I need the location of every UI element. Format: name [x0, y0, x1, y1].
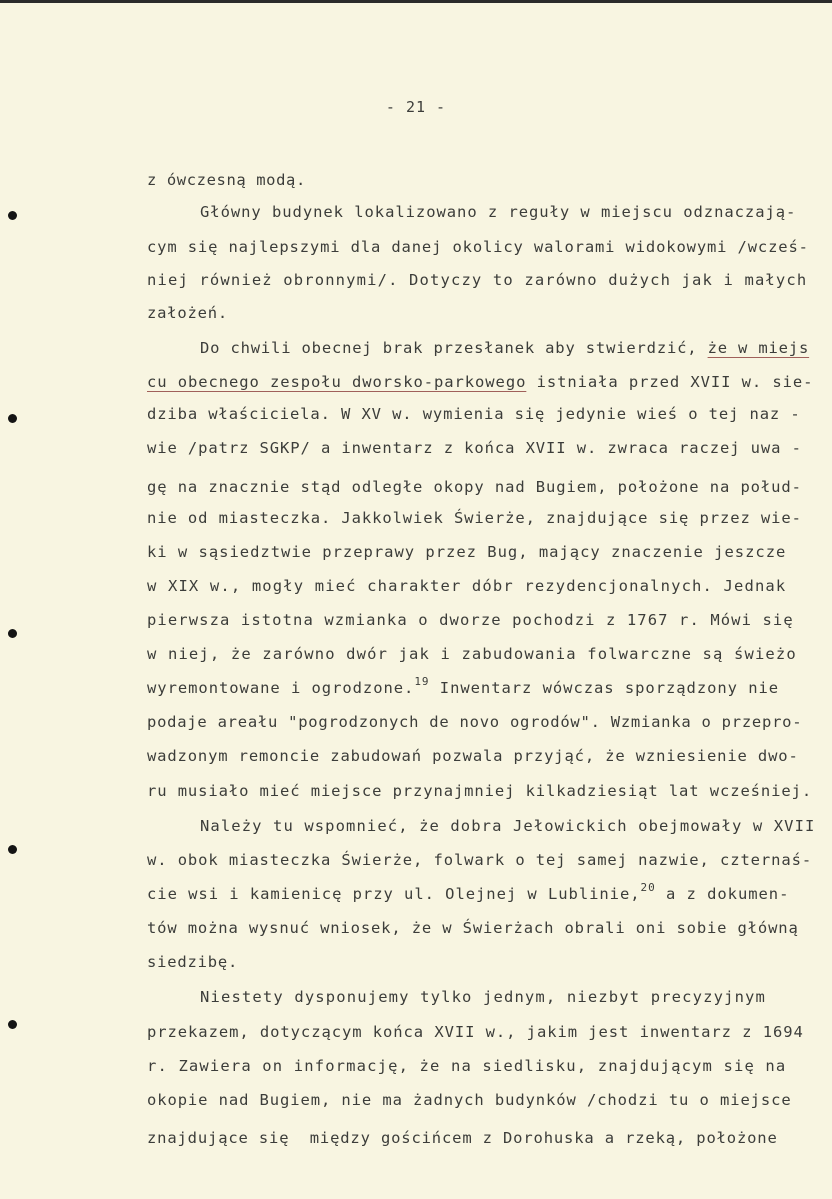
text-line: podaje areału "pogrodzonych de novo ogrodów". Wzmianka o przepro-: [147, 713, 803, 731]
text-line: siedzibę.: [147, 953, 239, 971]
text-line: nie od miasteczka. Jakkolwiek Świerże, znajdujące się przez wie-: [147, 509, 802, 527]
underlined-text: cu obecnego zespołu dworsko-parkowego: [147, 373, 527, 391]
page-number: - 21 -: [385, 98, 447, 116]
text-line: Niestety dysponujemy tylko jednym, niezbyt precyzyjnym: [200, 988, 767, 1006]
text-line: pierwsza istotna wzmianka o dworze pochodzi z 1767 r. Mówi się: [147, 611, 794, 629]
text-line: Należy tu wspomnieć, że dobra Jełowickich obejmowały w XVII: [200, 817, 816, 835]
text-line: w. obok miasteczka Świerże, folwark o tej samej nazwie, czternaś-: [147, 851, 813, 869]
underlined-text: że w miejs: [707, 339, 810, 357]
text-line: dziba właściciela. W XV w. wymienia się jedynie wieś o tej naz -: [147, 405, 801, 423]
text-line: cym się najlepszymi dla danej okolicy walorami widokowymi /wcześ-: [147, 238, 809, 256]
text-line: niej również obronnymi/. Dotyczy to zarówno dużych jak i małych: [147, 271, 808, 289]
footnote-ref: 20: [640, 881, 656, 894]
text-line: [200, 341, 809, 357]
text-segment: istniała przed XVII w. sie-: [536, 373, 814, 391]
punch-hole: [8, 211, 17, 220]
text-line: tów można wysnuć wniosek, że w Świerżach obrali oni sobie główną: [147, 919, 799, 937]
punch-hole: [8, 629, 17, 638]
text-line: gę na znacznie stąd odległe okopy nad Bugiem, położone na połud-: [147, 478, 802, 496]
text-segment: a z dokumen-: [665, 885, 790, 903]
text-line: wadzonym remoncie zabudowań pozwala przyjąć, że wzniesienie dwo-: [147, 747, 799, 765]
text-segment: Inwentarz wówczas sporządzony nie: [439, 679, 780, 697]
text-line: r. Zawiera on informację, że na siedlisku, znajdującym się na: [147, 1057, 787, 1075]
text-line: założeń.: [147, 304, 229, 322]
text-line: okopie nad Bugiem, nie ma żadnych budynków /chodzi tu o miejsce: [147, 1091, 792, 1109]
punch-hole: [8, 1020, 17, 1029]
text-line: wie /patrz SGKP/ a inwentarz z końca XVII w. zwraca raczej uwa -: [147, 439, 802, 457]
text-line: przekazem, dotyczącym końca XVII w., jakim jest inwentarz z 1694: [147, 1023, 804, 1041]
text-line: w niej, że zarówno dwór jak i zabudowania folwarczne są świeżo: [147, 645, 797, 663]
text-line: ki w sąsiedztwie przeprawy przez Bug, mający znaczenie jeszcze: [147, 543, 787, 561]
text-line: [147, 881, 790, 903]
text-segment: Do chwili obecnej brak przesłanek aby stwierdzić,: [200, 339, 698, 357]
text-line: znajdujące się między gościńcem z Dorohuska a rzeką, położone: [147, 1129, 778, 1147]
footnote-ref: 19: [414, 675, 430, 688]
text-line: [147, 675, 780, 697]
text-line: ru musiało mieć miejsce przynajmniej kilkadziesiąt lat wcześniej.: [147, 782, 813, 800]
text-line: w XIX w., mogły mieć charakter dóbr rezydencjonalnych. Jednak: [147, 577, 787, 595]
punch-hole: [8, 845, 17, 854]
text-line: z ówczesną modą.: [147, 171, 306, 189]
text-line: Główny budynek lokalizowano z reguły w miejscu odznaczają-: [200, 203, 797, 221]
text-segment: cie wsi i kamienicę przy ul. Olejnej w Lublinie,: [147, 885, 641, 903]
punch-hole: [8, 414, 17, 423]
text-segment: wyremontowane i ogrodzone.: [147, 679, 415, 697]
text-line: [147, 375, 813, 391]
